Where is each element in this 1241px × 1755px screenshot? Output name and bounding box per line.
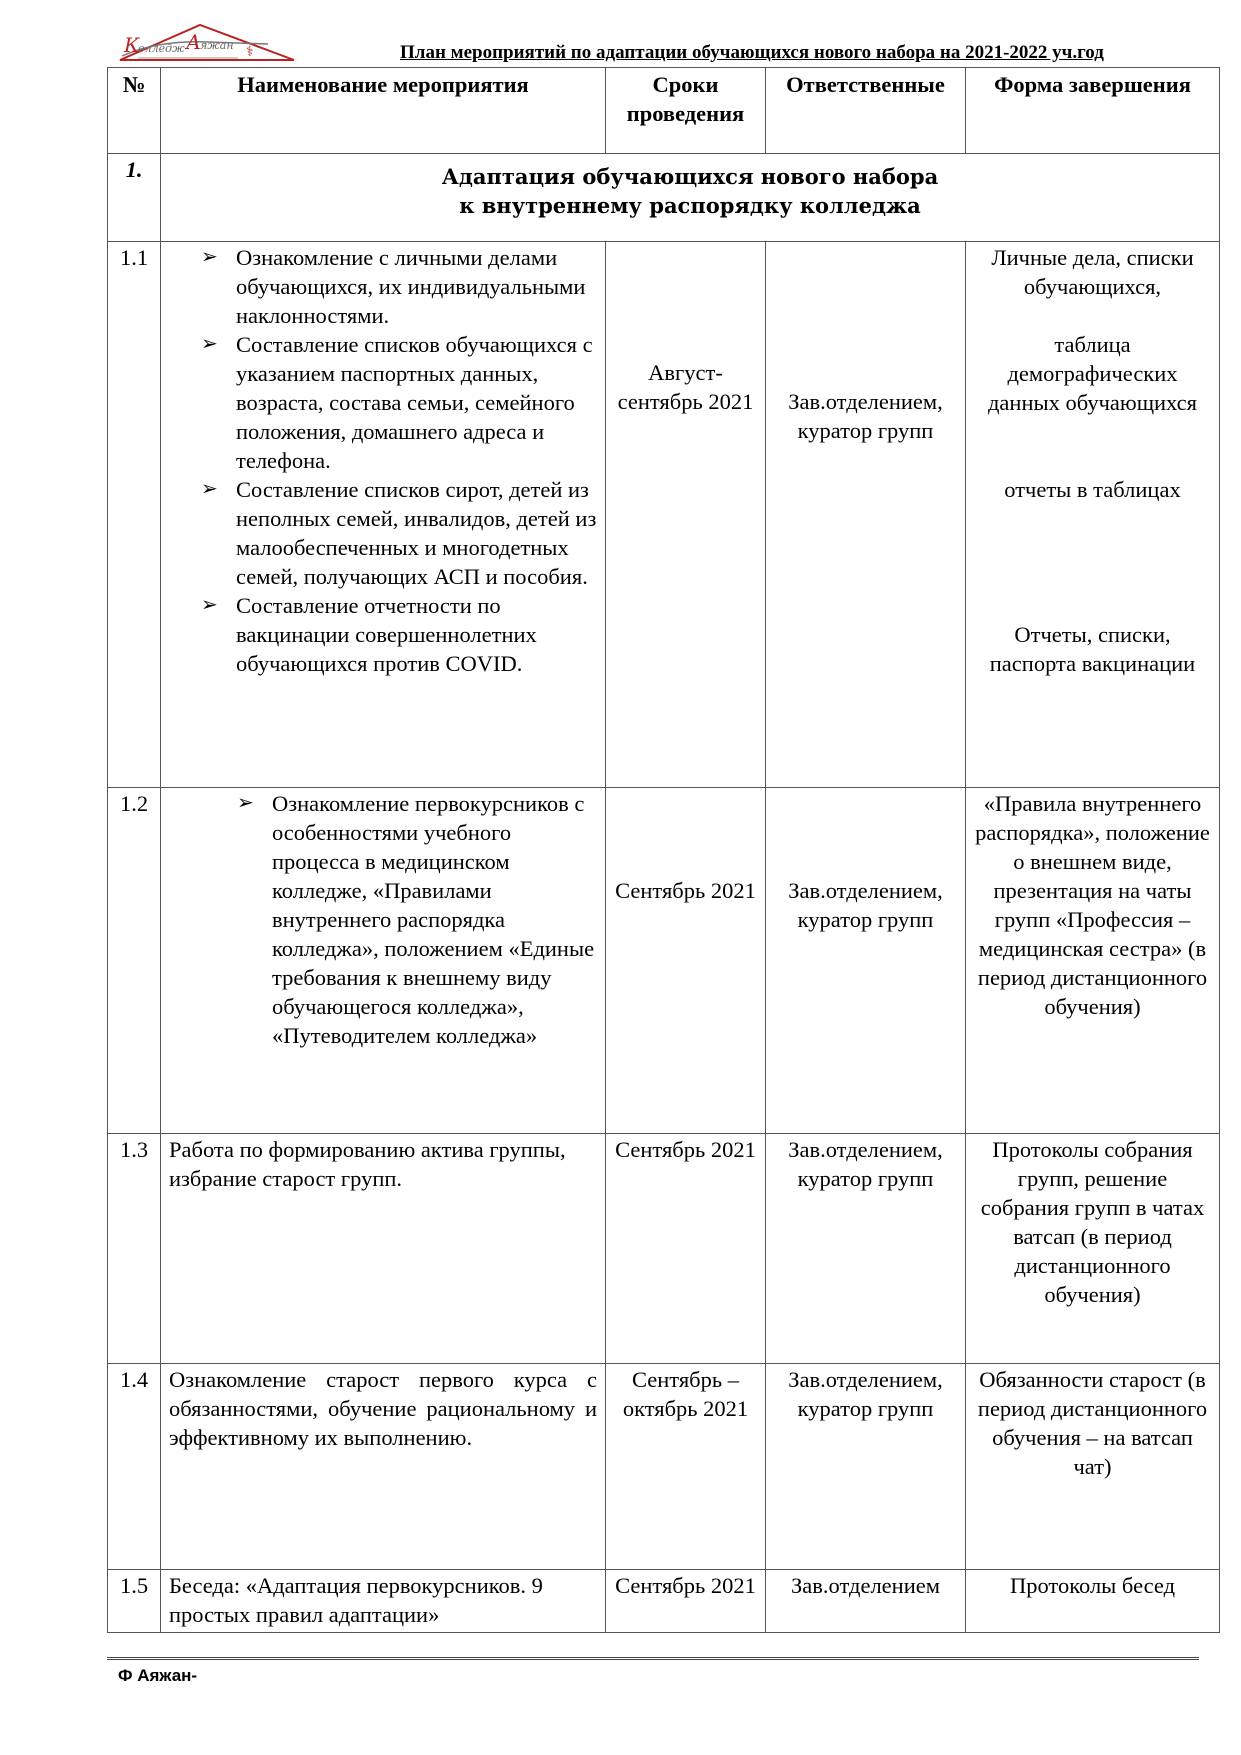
- svg-text:яжан: яжан: [200, 39, 234, 52]
- table-row: [108, 1364, 1220, 1570]
- form-text: таблица демографических данных обучающихся: [987, 332, 1197, 415]
- form-cell: [966, 242, 1220, 788]
- plan-title: План мероприятий по адаптации обучающихся нового набора на 2021-2022 уч.год: [400, 42, 1104, 63]
- svg-text:К: К: [124, 33, 140, 57]
- adaptation-plan-table: [107, 67, 1220, 1633]
- row-number: 1.1: [108, 242, 161, 788]
- col-header-form: Форма завершения: [966, 68, 1220, 154]
- term-cell: Сентябрь 2021: [606, 1570, 766, 1633]
- table-row: [108, 242, 1220, 788]
- term-cell: Сентябрь 2021: [606, 788, 766, 1134]
- list-item: ➢ Ознакомление первокурсников с особенностями учебного процесса в медицинском колледже, «Правилами внутреннего распорядка колледжа», положением «Единые требования к внешнему виду обучающегося колледжа», «Путеводителем колледжа»: [237, 791, 595, 1048]
- list-item: ➢ Составление списков обучающихся с указанием паспортных данных, возраста, состава семьи, семейного положения, домашнего адреса и телефона.: [201, 332, 593, 473]
- arrow-bullet-icon: ➢: [201, 594, 218, 616]
- responsible-cell: Зав.отделением: [766, 1570, 966, 1633]
- svg-text:⚕: ⚕: [246, 44, 254, 60]
- activity-cell: [161, 788, 606, 1134]
- section-row: [108, 154, 1220, 242]
- responsible-cell: Зав.отделением, куратор групп: [766, 242, 966, 788]
- table-row: [108, 788, 1220, 1134]
- form-cell: Протоколы собрания групп, решение собрания групп в чатах ватсап (в период дистанционного обучения): [966, 1134, 1220, 1364]
- list-item: ➢ Ознакомление с личными делами обучающихся, их индивидуальными наклонностями.: [201, 245, 586, 328]
- col-header-responsible: Ответственные: [766, 68, 966, 154]
- form-text: Личные дела, списки обучающихся,: [991, 245, 1194, 299]
- activity-list: [161, 243, 597, 678]
- responsible-cell: Зав.отделением, куратор групп: [766, 1134, 966, 1364]
- college-logo: [118, 22, 296, 64]
- svg-text:олледж: олледж: [138, 42, 185, 55]
- row-number: 1.2: [108, 788, 161, 1134]
- activity-cell: Ознакомление старост первого курса с обязанностями, обучение рациональному и эффективному их выполнению.: [161, 1364, 606, 1570]
- col-header-name: Наименование мероприятия: [161, 68, 606, 154]
- activity-cell: Работа по формированию актива группы, избрание старост групп.: [161, 1134, 606, 1364]
- section-title-line2: к внутреннему распорядку колледжа: [459, 193, 921, 218]
- section-number: 1.: [108, 154, 161, 242]
- svg-text:А: А: [186, 30, 202, 54]
- col-header-num: №: [108, 68, 161, 154]
- table-row: [108, 1570, 1220, 1633]
- arrow-bullet-icon: ➢: [201, 333, 218, 355]
- term-cell: Сентябрь 2021: [606, 1134, 766, 1364]
- responsible-cell: Зав.отделением, куратор групп: [766, 788, 966, 1134]
- row-number: 1.3: [108, 1134, 161, 1364]
- responsible-cell: Зав.отделением, куратор групп: [766, 1364, 966, 1570]
- form-text: Отчеты, списки, паспорта вакцинации: [989, 622, 1196, 676]
- list-item: ➢ Составление отчетности по вакцинации совершеннолетних обучающихся против COVID.: [201, 593, 537, 676]
- row-number: 1.4: [108, 1364, 161, 1570]
- arrow-bullet-icon: ➢: [201, 478, 218, 500]
- list-item: ➢ Составление списков сирот, детей из неполных семей, инвалидов, детей из малообеспеченных и многодетных семей, получающих АСП и пособия.: [201, 477, 597, 589]
- row-number: 1.5: [108, 1570, 161, 1633]
- table-row: [108, 1134, 1220, 1364]
- form-text: отчеты в таблицах: [1004, 477, 1181, 502]
- arrow-bullet-icon: ➢: [201, 246, 218, 268]
- arrow-bullet-icon: ➢: [237, 792, 254, 814]
- footer-divider: [107, 1657, 1199, 1662]
- form-cell: «Правила внутреннего распорядка», положение о внешнем виде, презентация на чаты групп «Профессия – медицинская сестра» (в период дистанционного обучения): [966, 788, 1220, 1134]
- section-title: [161, 154, 1220, 242]
- activity-list: [161, 789, 597, 1050]
- activity-cell: Беседа: «Адаптация первокурсников. 9 простых правил адаптации»: [161, 1570, 606, 1633]
- form-cell: Протоколы бесед: [966, 1570, 1220, 1633]
- header-row: [108, 68, 1220, 154]
- term-cell: Август-сентябрь 2021: [606, 242, 766, 788]
- term-cell: Сентябрь – октябрь 2021: [606, 1364, 766, 1570]
- footer-text: Ф Аяжан-: [118, 1666, 198, 1685]
- activity-cell: [161, 242, 606, 788]
- section-title-line1: Адаптация обучающихся нового набора: [441, 164, 939, 189]
- col-header-term: Сроки проведения: [606, 68, 766, 154]
- form-cell: Обязанности старост (в период дистанционного обучения – на ватсап чат): [966, 1364, 1220, 1570]
